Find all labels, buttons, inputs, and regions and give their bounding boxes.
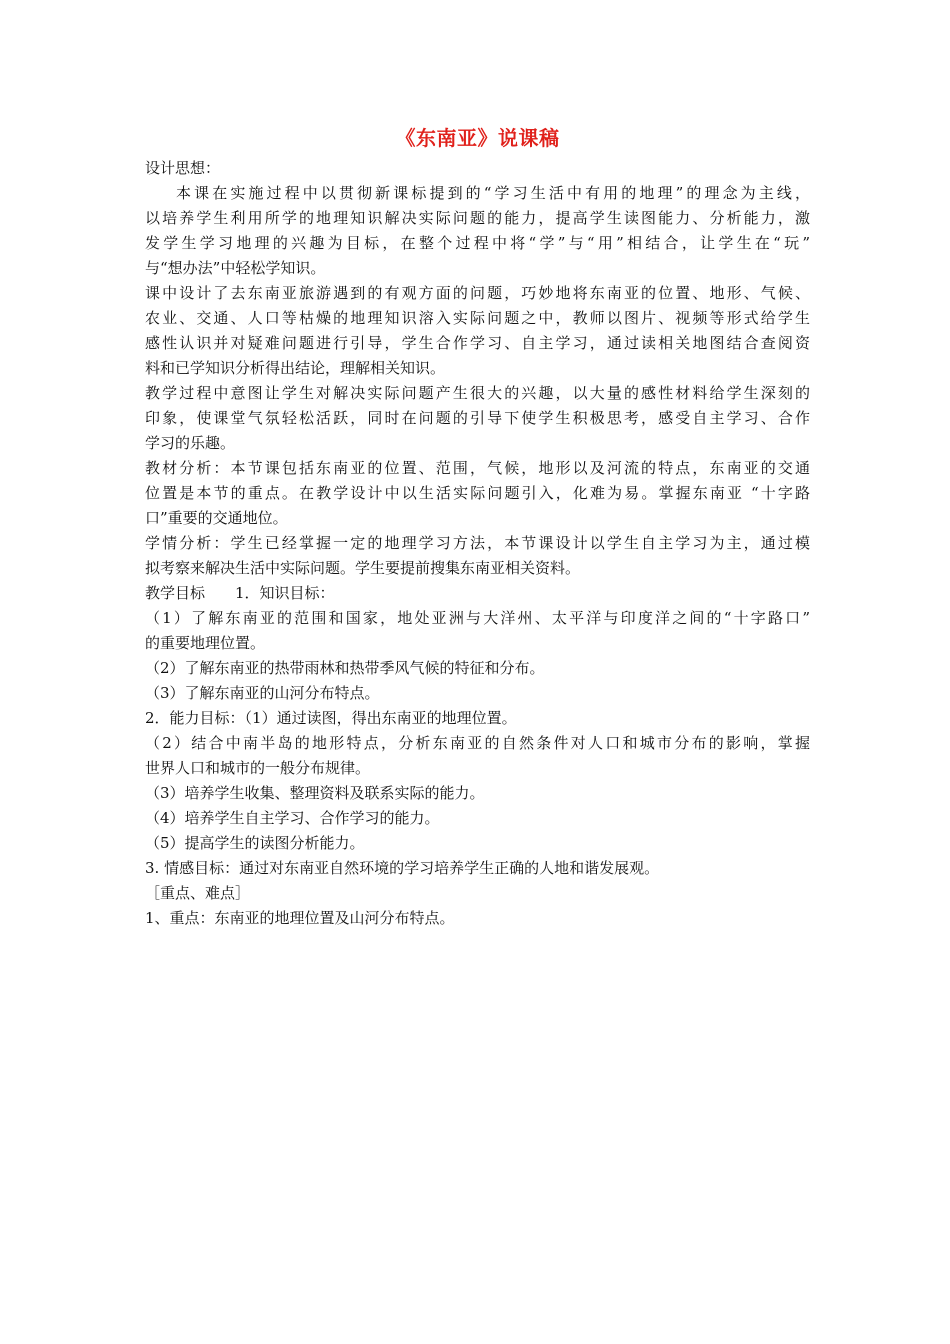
text-line: 2．能力目标：（1）通过读图，得出东南亚的地理位置。 — [145, 709, 517, 727]
text-line: 设计思想： — [145, 159, 221, 177]
text-line: （3）培养学生收集、整理资料及联系实际的能力。 — [145, 784, 485, 802]
text-line: 3. 情感目标：通过对东南亚自然环境的学习培养学生正确的人地和谐发展观。 — [145, 859, 660, 877]
text-line: 本课在实施过程中以贯彻新课标提到的“学习生活中有用的地理”的理念为主线， — [176, 184, 810, 202]
text-line: （2）了解东南亚的热带雨林和热带季风气候的特征和分布。 — [145, 659, 545, 677]
text-line: 感性认识并对疑难问题进行引导，学生合作学习、自主学习，通过读相关地图结合查阅资 — [145, 334, 810, 352]
text-line: （4）培养学生自主学习、合作学习的能力。 — [145, 809, 440, 827]
document-body — [145, 156, 810, 931]
document-title: 《东南亚》说课稿 — [395, 126, 560, 150]
text-line: 料和已学知识分析得出结论，理解相关知识。 — [145, 359, 446, 377]
text-line: （1）了解东南亚的范围和国家，地处亚洲与大洋州、太平洋与印度洋之间的“十字路口” — [145, 609, 810, 627]
text-line: 发学生学习地理的兴趣为目标，在整个过程中将“学”与“用”相结合，让学生在“玩” — [145, 234, 810, 252]
text-line: 教学过程中意图让学生对解决实际问题产生很大的兴趣，以大量的感性材料给学生深刻的 — [145, 384, 810, 402]
text-line: 1、重点：东南亚的地理位置及山河分布特点。 — [145, 909, 455, 927]
text-line: 以培养学生利用所学的地理知识解决实际问题的能力，提高学生读图能力、分析能力，激 — [145, 209, 810, 227]
text-line: （3）了解东南亚的山河分布特点。 — [145, 684, 380, 702]
text-line: 印象，使课堂气氛轻松活跃，同时在问题的引导下使学生积极思考，感受自主学习、合作 — [145, 409, 810, 427]
text-line: 的重要地理位置。 — [145, 634, 266, 652]
text-line: （2）结合中南半岛的地形特点，分析东南亚的自然条件对人口和城市分布的影响，掌握 — [145, 734, 810, 752]
text-line: 教材分析：本节课包括东南亚的位置、范围，气候，地形以及河流的特点，东南亚的交通 — [145, 459, 810, 477]
text-line: 课中设计了去东南亚旅游遇到的有观方面的问题，巧妙地将东南亚的位置、地形、气候、 — [145, 284, 810, 302]
text-line: 世界人口和城市的一般分布规律。 — [145, 759, 371, 777]
text-line: 位置是本节的重点。在教学设计中以生活实际问题引入，化难为易。掌握东南亚 “十字路 — [145, 484, 810, 502]
text-line: 教学目标 1．知识目标： — [145, 584, 335, 602]
text-line: 与“想办法”中轻松学知识。 — [145, 259, 326, 277]
text-line: 学情分析：学生已经掌握一定的地理学习方法，本节课设计以学生自主学习为主，通过模 — [145, 534, 810, 552]
text-line: 农业、交通、人口等枯燥的地理知识溶入实际问题之中，教师以图片、视频等形式给学生 — [145, 309, 810, 327]
document-page — [145, 124, 810, 931]
text-line: 口”重要的交通地位。 — [145, 509, 288, 527]
text-line: 学习的乐趣。 — [145, 434, 236, 452]
text-line: 拟考察来解决生活中实际问题。学生要提前搜集东南亚相关资料。 — [145, 559, 581, 577]
text-line: （5）提高学生的读图分析能力。 — [145, 834, 365, 852]
text-line: ［重点、难点］ — [145, 884, 251, 902]
